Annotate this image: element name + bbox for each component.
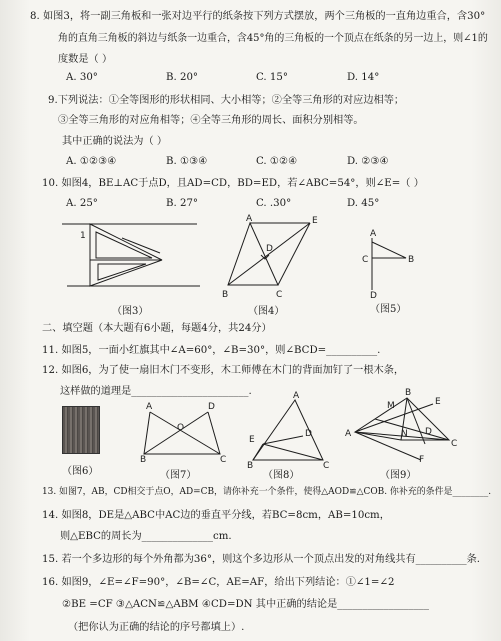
q9-option-d: D. ②③④ <box>347 156 389 167</box>
q10-option-d: D. 45° <box>347 198 380 209</box>
figure-6-door <box>62 406 100 454</box>
fig9-label-f: F <box>419 455 425 465</box>
q9-option-a: A. ①②③④ <box>66 156 117 167</box>
q9-line2: ③全等三角形的对应角相等；④全等三角形的周长、面积分别相等。 <box>58 115 364 126</box>
q8-line2: 角的直角三角板的斜边与纸条一边重合，含45°角的三角板的一个顶点在纸条的另一边上，则∠1的 <box>58 33 488 44</box>
q8-line1: 8. 如图3，将一副三角板和一张对边平行的纸条按下列方式摆放，两个三角板的一直角边重合，含30° <box>30 11 486 22</box>
triangle-abc <box>228 223 278 285</box>
q9-option-b: B. ①③④ <box>166 156 208 167</box>
fig7-label-c: C <box>220 455 227 465</box>
fig9-label-e: E <box>435 397 441 407</box>
fig4-label-c: C <box>276 290 283 300</box>
q16-line2: ②BE =CF ③△ACN≌△ABM ④CD=DN 其中正确的结论是__________________ <box>62 599 429 610</box>
ruler-edge <box>122 238 160 253</box>
q10-line1: 10. 如图4，BE⊥AC于点D，且AD=CD，BD=ED，若∠ABC=54°，则∠E=（ ） <box>42 178 424 189</box>
fig9-label-b: B <box>405 388 412 398</box>
q10-option-b: B. 27° <box>166 198 199 209</box>
q12-line2: 这样做的道理是_______________________. <box>60 386 252 397</box>
fig4-label-e: E <box>312 216 318 226</box>
set-square-45-inner <box>98 264 146 280</box>
fig9-caption: （图9） <box>380 470 417 481</box>
fig9-label-c: C <box>451 439 458 449</box>
set-square-30 <box>90 224 162 260</box>
figure-7 <box>140 400 230 465</box>
fig7-label-a: A <box>146 402 153 412</box>
fig9-label-a: A <box>345 429 352 439</box>
fig5-label-a: A <box>370 229 377 239</box>
fig5-label-d: D <box>370 291 377 301</box>
fig6-caption: （图6） <box>62 466 99 477</box>
q9-line1: 9.下列说法：①全等图形的形状相同、大小相等；②全等三角形的对应边相等； <box>48 95 405 106</box>
fig8-label-a: A <box>293 391 300 401</box>
segment-ce <box>278 223 310 285</box>
q14-line1: 14. 如图8，DE是△ABC中AC边的垂直平分线，若BC=8cm，AB=10cm， <box>42 510 390 521</box>
q8-line3: 度数是（ ） <box>58 54 113 65</box>
segment-ec <box>263 444 323 460</box>
fig8-label-d: D <box>305 429 312 439</box>
figure-3 <box>62 218 202 298</box>
fig7-caption: （图7） <box>160 470 197 481</box>
q16-line3: （把你认为正确的结论的序号都填上）. <box>68 622 245 633</box>
figure-8 <box>245 391 335 471</box>
fig5-label-c: C <box>362 255 369 265</box>
fig5-caption: （图5） <box>370 304 407 315</box>
fig4-label-a: A <box>246 214 253 224</box>
figure-9 <box>345 386 465 465</box>
q16-line1: 16. 如图9，∠E=∠F=90°，∠B=∠C，AE=AF，给出下列结论：①∠1=∠2 <box>42 577 395 588</box>
figure-5 <box>360 228 430 301</box>
section2-heading: 二、填空题（本大题有6小题，每题4分，共24分） <box>42 323 272 334</box>
q8-option-b: B. 20° <box>166 72 199 83</box>
fig8-caption: （图8） <box>263 470 300 481</box>
set-square-30-inner <box>96 232 152 258</box>
segment-db <box>144 412 208 454</box>
q11-text: 11. 如图5，一面小红旗其中∠A=60°，∠B=30°，则∠BCD=__________. <box>42 345 381 356</box>
flag-triangle <box>372 242 406 258</box>
fig3-caption: （图3） <box>112 306 149 317</box>
segment-be <box>228 223 310 285</box>
q8-option-a: A. 30° <box>66 72 98 83</box>
q8-option-c: C. 15° <box>256 72 288 83</box>
segment-af <box>355 432 421 460</box>
fig8-label-b: B <box>247 461 254 471</box>
segment-be <box>253 444 263 460</box>
q14-line2: 则△EBC的周长为______________cm. <box>60 531 232 542</box>
q9-line3: 其中正确的说法为（ ） <box>62 136 168 147</box>
fig7-label-d: D <box>208 402 215 412</box>
fig7-label-o: O <box>177 423 185 433</box>
fig4-label-b: B <box>222 290 229 300</box>
fig7-label-b: B <box>140 455 147 465</box>
q8-option-d: D. 14° <box>347 72 380 83</box>
figure-4 <box>220 215 330 305</box>
fig9-label-n: N <box>401 429 408 439</box>
q9-option-c: C. ①②④ <box>256 156 298 167</box>
fig5-label-b: B <box>408 255 415 265</box>
q10-option-c: C. .30° <box>256 198 292 209</box>
fig8-label-c: C <box>323 461 330 471</box>
fig3-angle-label: 1 <box>80 231 86 241</box>
q13-text: 13. 如图7，AB，CD相交于点O，AD=CB，请你补充一个条件，使得△AOD≌△COB. 你补充的条件是________. <box>42 487 492 497</box>
fig9-label-d: D <box>425 427 432 437</box>
fig4-caption: （图4） <box>248 306 285 317</box>
q12-line1: 12. 如图6，为了使一扇旧木门不变形，木工师傅在木门的背面加钉了一根木条， <box>42 365 405 376</box>
q15-text: 15. 若一个多边形的每个外角都为36°，则这个多边形从一个顶点出发的对角线共有__________条. <box>42 554 481 565</box>
q10-option-a: A. 25° <box>66 198 98 209</box>
fig4-label-d: D <box>266 244 273 254</box>
fig8-label-e: E <box>249 435 255 445</box>
fig9-label-m: M <box>387 401 395 411</box>
